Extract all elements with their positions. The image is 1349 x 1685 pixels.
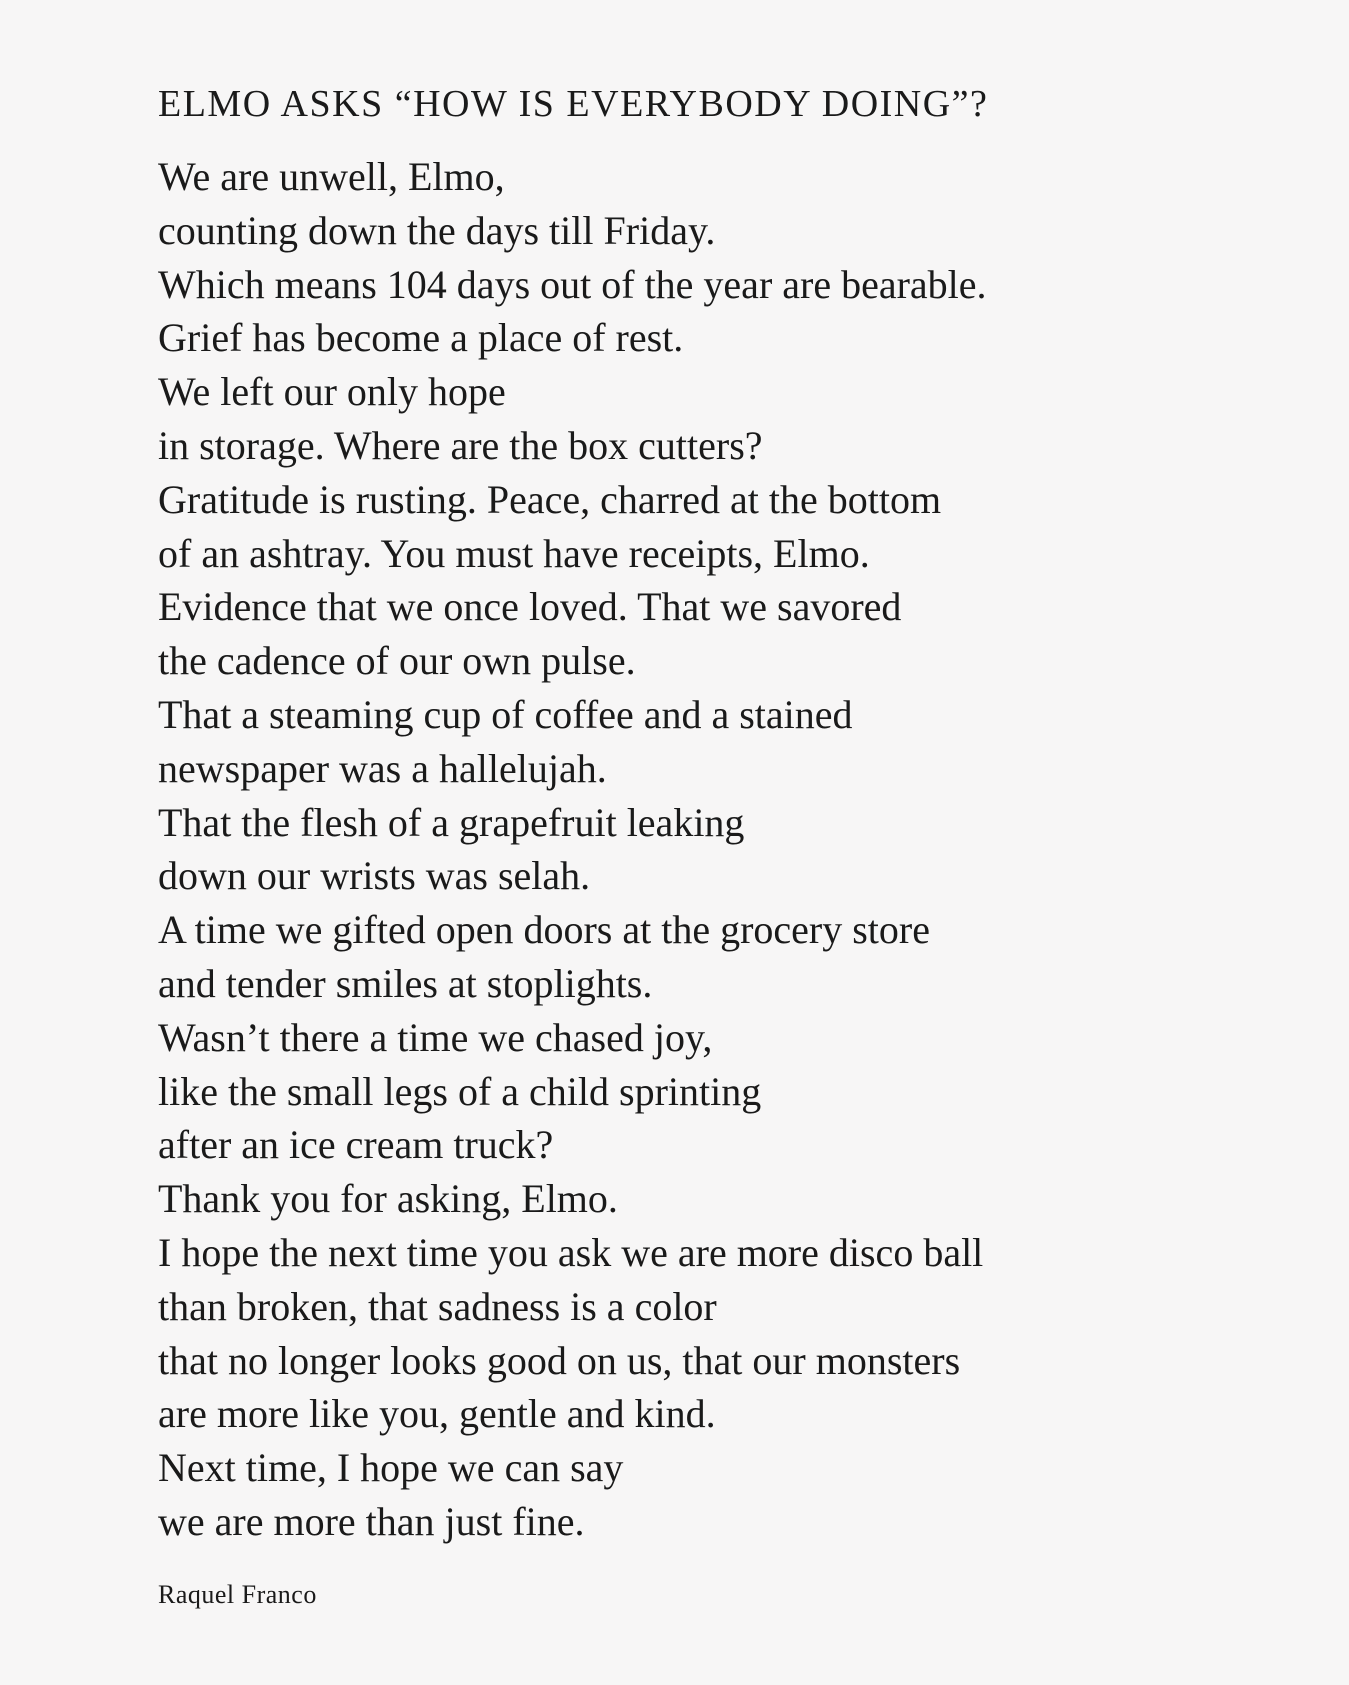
poem-line: in storage. Where are the box cutters? xyxy=(158,422,763,468)
poem-line: Thank you for asking, Elmo. xyxy=(158,1176,618,1222)
poem-line: I hope the next time you ask we are more disco ball xyxy=(158,1229,984,1275)
poem-line: after an ice cream truck? xyxy=(158,1122,554,1168)
poem-line: down our wrists was selah. xyxy=(158,853,591,899)
poem-line: That a steaming cup of coffee and a stained xyxy=(158,691,853,737)
poem-line: Grief has become a place of rest. xyxy=(158,315,684,361)
poem-line: We are unwell, Elmo, xyxy=(158,154,505,199)
poem-body xyxy=(158,150,987,1549)
poem-line: Wasn’t there a time we chased joy, xyxy=(158,1014,713,1060)
poem-line: A time we gifted open doors at the grocery store xyxy=(158,907,930,953)
poem-line: than broken, that sadness is a color xyxy=(158,1283,717,1329)
poem-line: like the small legs of a child sprinting xyxy=(158,1068,762,1114)
poem-line: we are more than just fine. xyxy=(158,1498,585,1544)
poem-line: newspaper was a hallelujah. xyxy=(158,745,607,791)
poem-line: are more like you, gentle and kind. xyxy=(158,1391,716,1437)
poem-line: that no longer looks good on us, that our monsters xyxy=(158,1337,961,1383)
poem-line: We left our only hope xyxy=(158,369,506,415)
poem-line: the cadence of our own pulse. xyxy=(158,638,636,684)
poem-line: That the flesh of a grapefruit leaking xyxy=(158,799,745,845)
poem-title: ELMO ASKS “HOW IS EVERYBODY DOING”? xyxy=(158,83,989,125)
poem-line: of an ashtray. You must have receipts, Elmo. xyxy=(158,530,870,576)
poem-line: Next time, I hope we can say xyxy=(158,1445,624,1491)
poem-line: Gratitude is rusting. Peace, charred at the bottom xyxy=(158,476,942,522)
author-signature: Raquel Franco xyxy=(158,1580,317,1609)
poem-line: Evidence that we once loved. That we savored xyxy=(158,584,902,630)
poem-line: Which means 104 days out of the year are bearable. xyxy=(158,261,987,307)
poem-line: and tender smiles at stoplights. xyxy=(158,960,653,1006)
poem-line: counting down the days till Friday. xyxy=(158,207,716,253)
